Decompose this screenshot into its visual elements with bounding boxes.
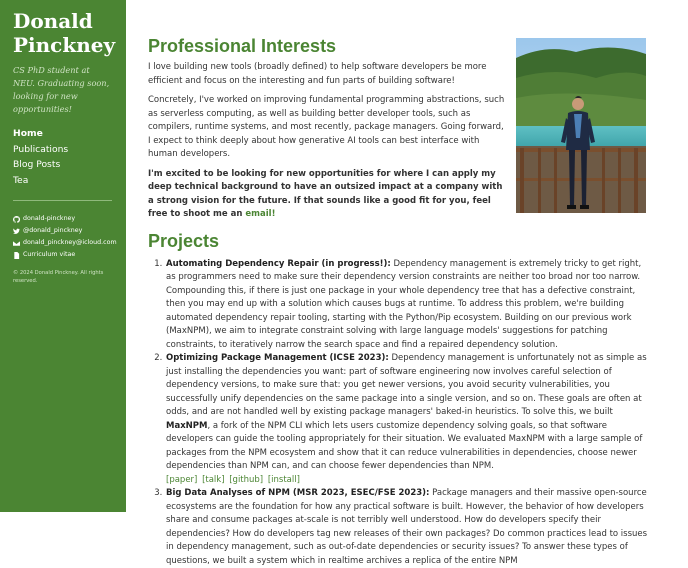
- project-description: Dependency management is extremely tricky to get right, as programmers need to make sure their dependency version constraints are neither too broad nor too narrow. Compounding this, if there is just one package in your whole dependency tree that has a defective constraint, then you may end up with a solution which causes bugs at runtime. To address this problem, we're building automated dependency repair tooling, starting with the Python/Pip ecosystem. Building on our previous work (MaxNPM), we aim to integrate constraint solving with large language models' suggestions for patching constraints, to iteratively narrow the search space and find a repaired dependency solution.: [166, 259, 641, 350]
- copyright: © 2024 Donald Pinckney. All rights reserved.: [13, 269, 109, 285]
- twitter-icon: [13, 228, 20, 235]
- email-address[interactable]: donald_pinckney@icloud.com: [23, 237, 117, 249]
- project-description: Package managers and their massive open-source ecosystems are the foundation for how any practical software is built. However, the behavior of how developers share and consume packages at-scale is not terribly well understood. How do developers specify their dependencies? How do developers tag new releases of their own packages? Do common practices lead to issues in dependency management, such as out-of-date dependencies or security issues? To answer these types of questions, we built a system which in realtime archives a replica of the entire NPM: [166, 488, 647, 566]
- email-icon: [13, 240, 20, 247]
- projects-section: [148, 229, 648, 568]
- github-link[interactable]: [13, 213, 113, 225]
- project-title: Automating Dependency Repair (in progress!):: [166, 259, 391, 269]
- projects-heading: Projects: [148, 229, 648, 253]
- interests-callout: [148, 168, 506, 222]
- site-name-line2[interactable]: Pinckney: [13, 33, 113, 57]
- interests-heading: Professional Interests: [148, 34, 648, 58]
- project-description-part-1: Dependency management is unfortunately not as simple as just installing the dependencies you want: part of software engineering now involves careful selection of dependency versions, to make sure that: you get newer versions, you avoid security vulnerabilities, you successfully unify dependencies on the same package into a single version, and so on. These goals are often at odds, and are not handled well by existing package managers' baked-in heuristics. To solve this, we built: [166, 353, 647, 417]
- project-item: [165, 487, 650, 568]
- main-content: [148, 34, 648, 568]
- main-nav: [13, 126, 113, 188]
- projects-list: [148, 258, 650, 568]
- nav-tea[interactable]: Tea: [13, 173, 113, 189]
- github-username[interactable]: donald-pinckney: [23, 213, 75, 225]
- sidebar: [0, 0, 126, 512]
- callout-text: I'm excited to be looking for new opportunities for where I can apply my deep technical background to have an outsized impact at a company with a strong vision for the future. If that sounds like a good fit for you, feel free to shoot me an: [148, 169, 502, 220]
- interests-paragraph-2: Concretely, I've worked on improving fundamental programming abstractions, such as serverless computing, as well as building better developer tools, such as compilers, runtime systems, and most recently, package managers. Going forward, I expect to think deeply about how generative AI tools can best interface with human developers.: [148, 94, 506, 162]
- tagline: CS PhD student at NEU. Graduating soon, looking for new opportunities!: [13, 64, 113, 116]
- twitter-link[interactable]: [13, 225, 113, 237]
- document-icon: [13, 252, 20, 259]
- contact-links: [13, 213, 113, 261]
- interests-paragraph-1: I love building new tools (broadly defined) to help software developers be more efficient and focus on the interesting and fun parts of building software!: [148, 61, 506, 88]
- project-item: [165, 352, 650, 487]
- project-description-part-2: , a fork of the NPM CLI which lets users customize dependency solving goals, so that software developers can guide the tooling appropriately for their situation. We evaluated MaxNPM with a large sample of packages from the NPM ecosystem and show that it can reduce vulnerabilities in dependencies, choose newer dependencies than NPM can, and can choose fewer dependencies than NPM.: [166, 421, 642, 472]
- talk-link[interactable]: [talk]: [202, 475, 224, 485]
- project-title: Optimizing Package Management (ICSE 2023):: [166, 353, 389, 363]
- github-icon: [13, 216, 20, 223]
- cv-link[interactable]: [13, 249, 113, 261]
- project-item: [165, 258, 650, 353]
- paper-link[interactable]: [paper]: [166, 475, 197, 485]
- interests-section: [148, 34, 648, 222]
- nav-home[interactable]: Home: [13, 126, 113, 142]
- nav-publications[interactable]: Publications: [13, 142, 113, 158]
- site-name-line1[interactable]: Donald: [13, 9, 113, 33]
- maxnpm-name: MaxNPM: [166, 421, 207, 431]
- sidebar-divider: [13, 200, 112, 201]
- project-title: Big Data Analyses of NPM (MSR 2023, ESEC/FSE 2023):: [166, 488, 429, 498]
- project-links: [166, 474, 650, 488]
- email-link[interactable]: [13, 237, 113, 249]
- site-name[interactable]: [13, 9, 113, 57]
- cv-label[interactable]: Curriculum vitae: [23, 249, 75, 261]
- nav-blog-posts[interactable]: Blog Posts: [13, 157, 113, 173]
- email-cta-link[interactable]: email!: [245, 209, 275, 219]
- github-repo-link[interactable]: [github]: [229, 475, 263, 485]
- install-link[interactable]: [install]: [268, 475, 300, 485]
- twitter-handle[interactable]: @donald_pinckney: [23, 225, 82, 237]
